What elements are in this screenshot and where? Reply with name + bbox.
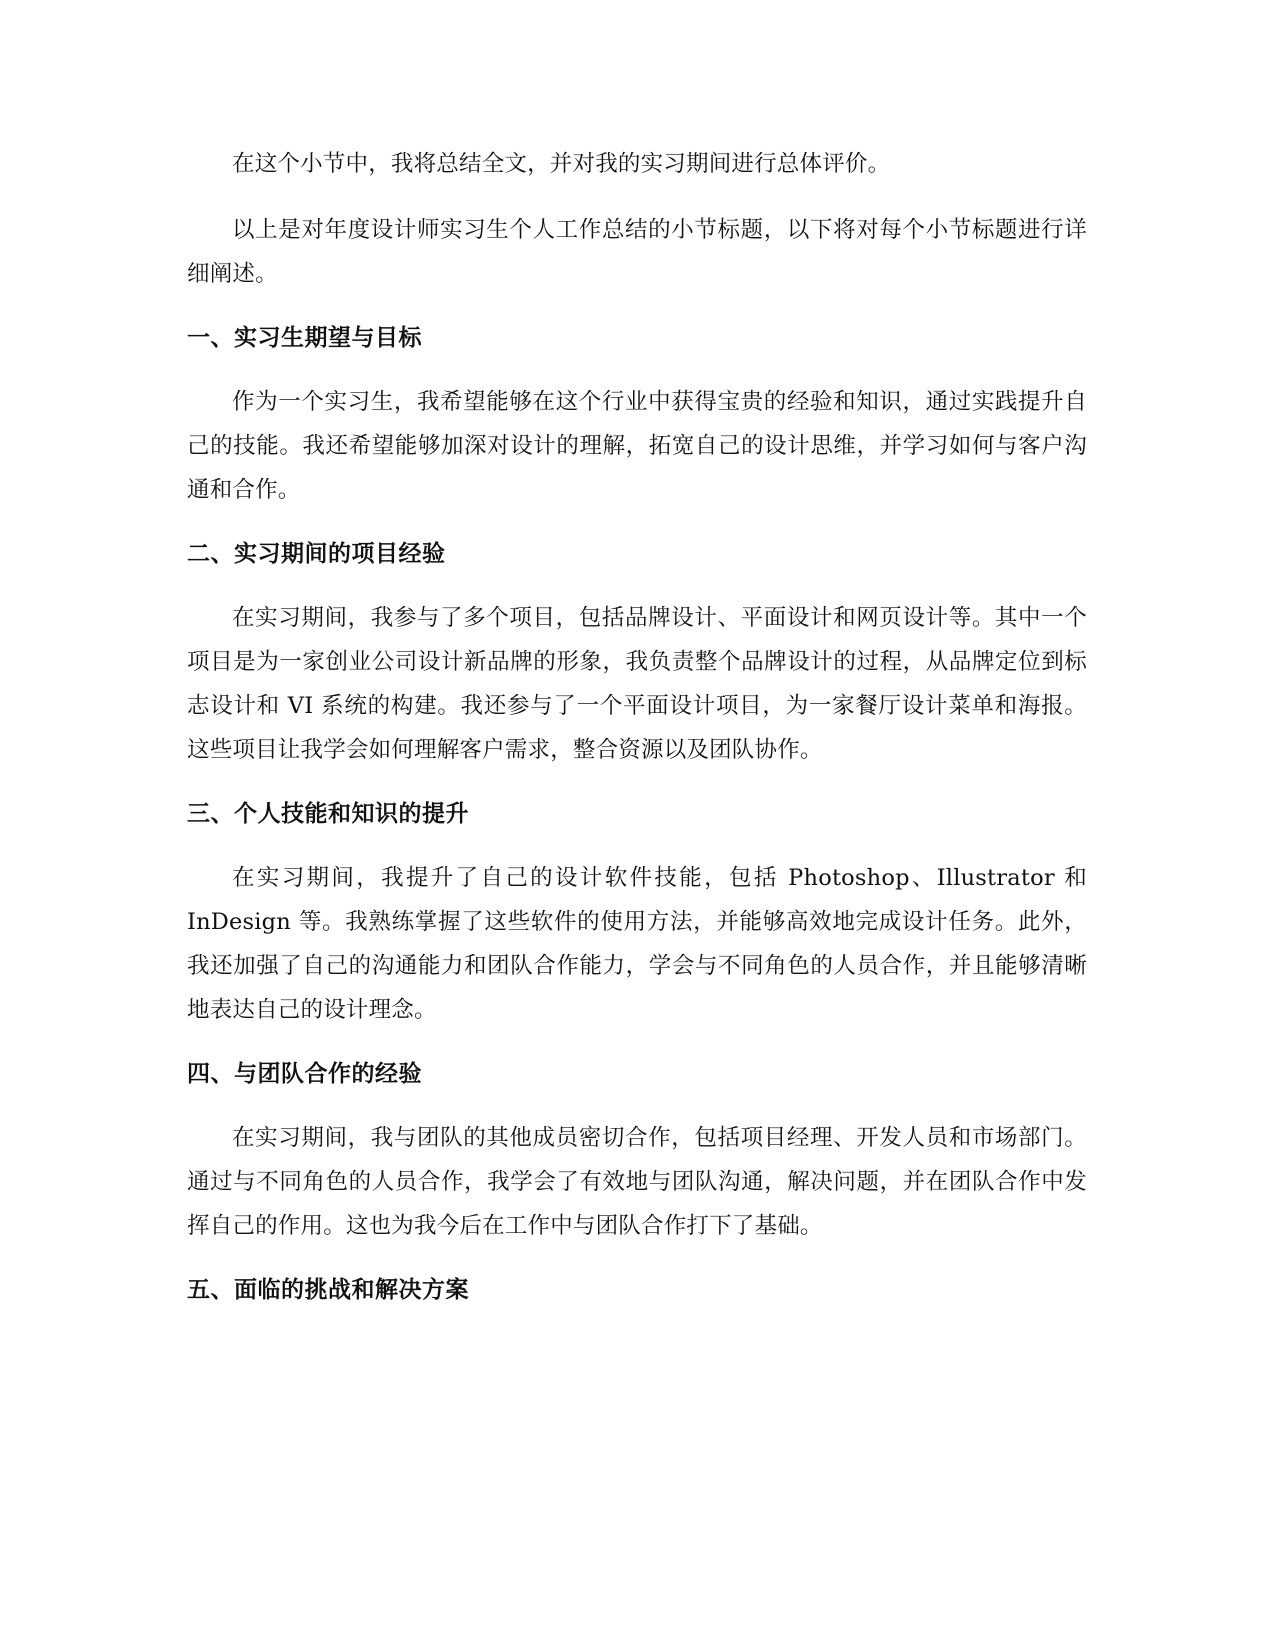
section-heading-teamwork: 四、与团队合作的经验	[187, 1061, 422, 1087]
section-body-expectations: 作为一个实习生，我希望能够在这个行业中获得宝贵的经验和知识，通过实践提升自己的技能。我还希望能够加深对设计的理解，拓宽自己的设计思维，并学习如何与客户沟通和合作。	[187, 389, 1087, 503]
section-body-projects: 在实习期间，我参与了多个项目，包括品牌设计、平面设计和网页设计等。其中一个项目是为一家创业公司设计新品牌的形象，我负责整个品牌设计的过程，从品牌定位到标志设计和 VI 系统的构建。我还参与了一个平面设计项目，为一家餐厅设计菜单和海报。这些项目让我学会如何理解客户需求，整合资源以及团队协作。	[187, 605, 1087, 763]
section-body-teamwork: 在实习期间，我与团队的其他成员密切合作，包括项目经理、开发人员和市场部门。通过与不同角色的人员合作，我学会了有效地与团队沟通，解决问题，并在团队合作中发挥自己的作用。这也为我今后在工作中与团队合作打下了基础。	[187, 1125, 1087, 1239]
document-page	[187, 142, 1087, 1332]
intro-paragraph-1: 在这个小节中，我将总结全文，并对我的实习期间进行总体评价。	[232, 151, 891, 177]
section-heading-challenges: 五、面临的挑战和解决方案	[187, 1277, 469, 1303]
section-heading-expectations: 一、实习生期望与目标	[187, 325, 422, 351]
section-heading-skills: 三、个人技能和知识的提升	[187, 801, 469, 827]
intro-paragraph-2: 以上是对年度设计师实习生个人工作总结的小节标题，以下将对每个小节标题进行详细阐述。	[187, 217, 1087, 287]
section-heading-projects: 二、实习期间的项目经验	[187, 541, 446, 567]
section-body-skills: 在实习期间，我提升了自己的设计软件技能，包括 Photoshop、Illustrator 和 InDesign 等。我熟练掌握了这些软件的使用方法，并能够高效地完成设计任务。此外，我还加强了自己的沟通能力和团队合作能力，学会与不同角色的人员合作，并且能够清晰地表达自己的设计理念。	[187, 865, 1087, 1023]
